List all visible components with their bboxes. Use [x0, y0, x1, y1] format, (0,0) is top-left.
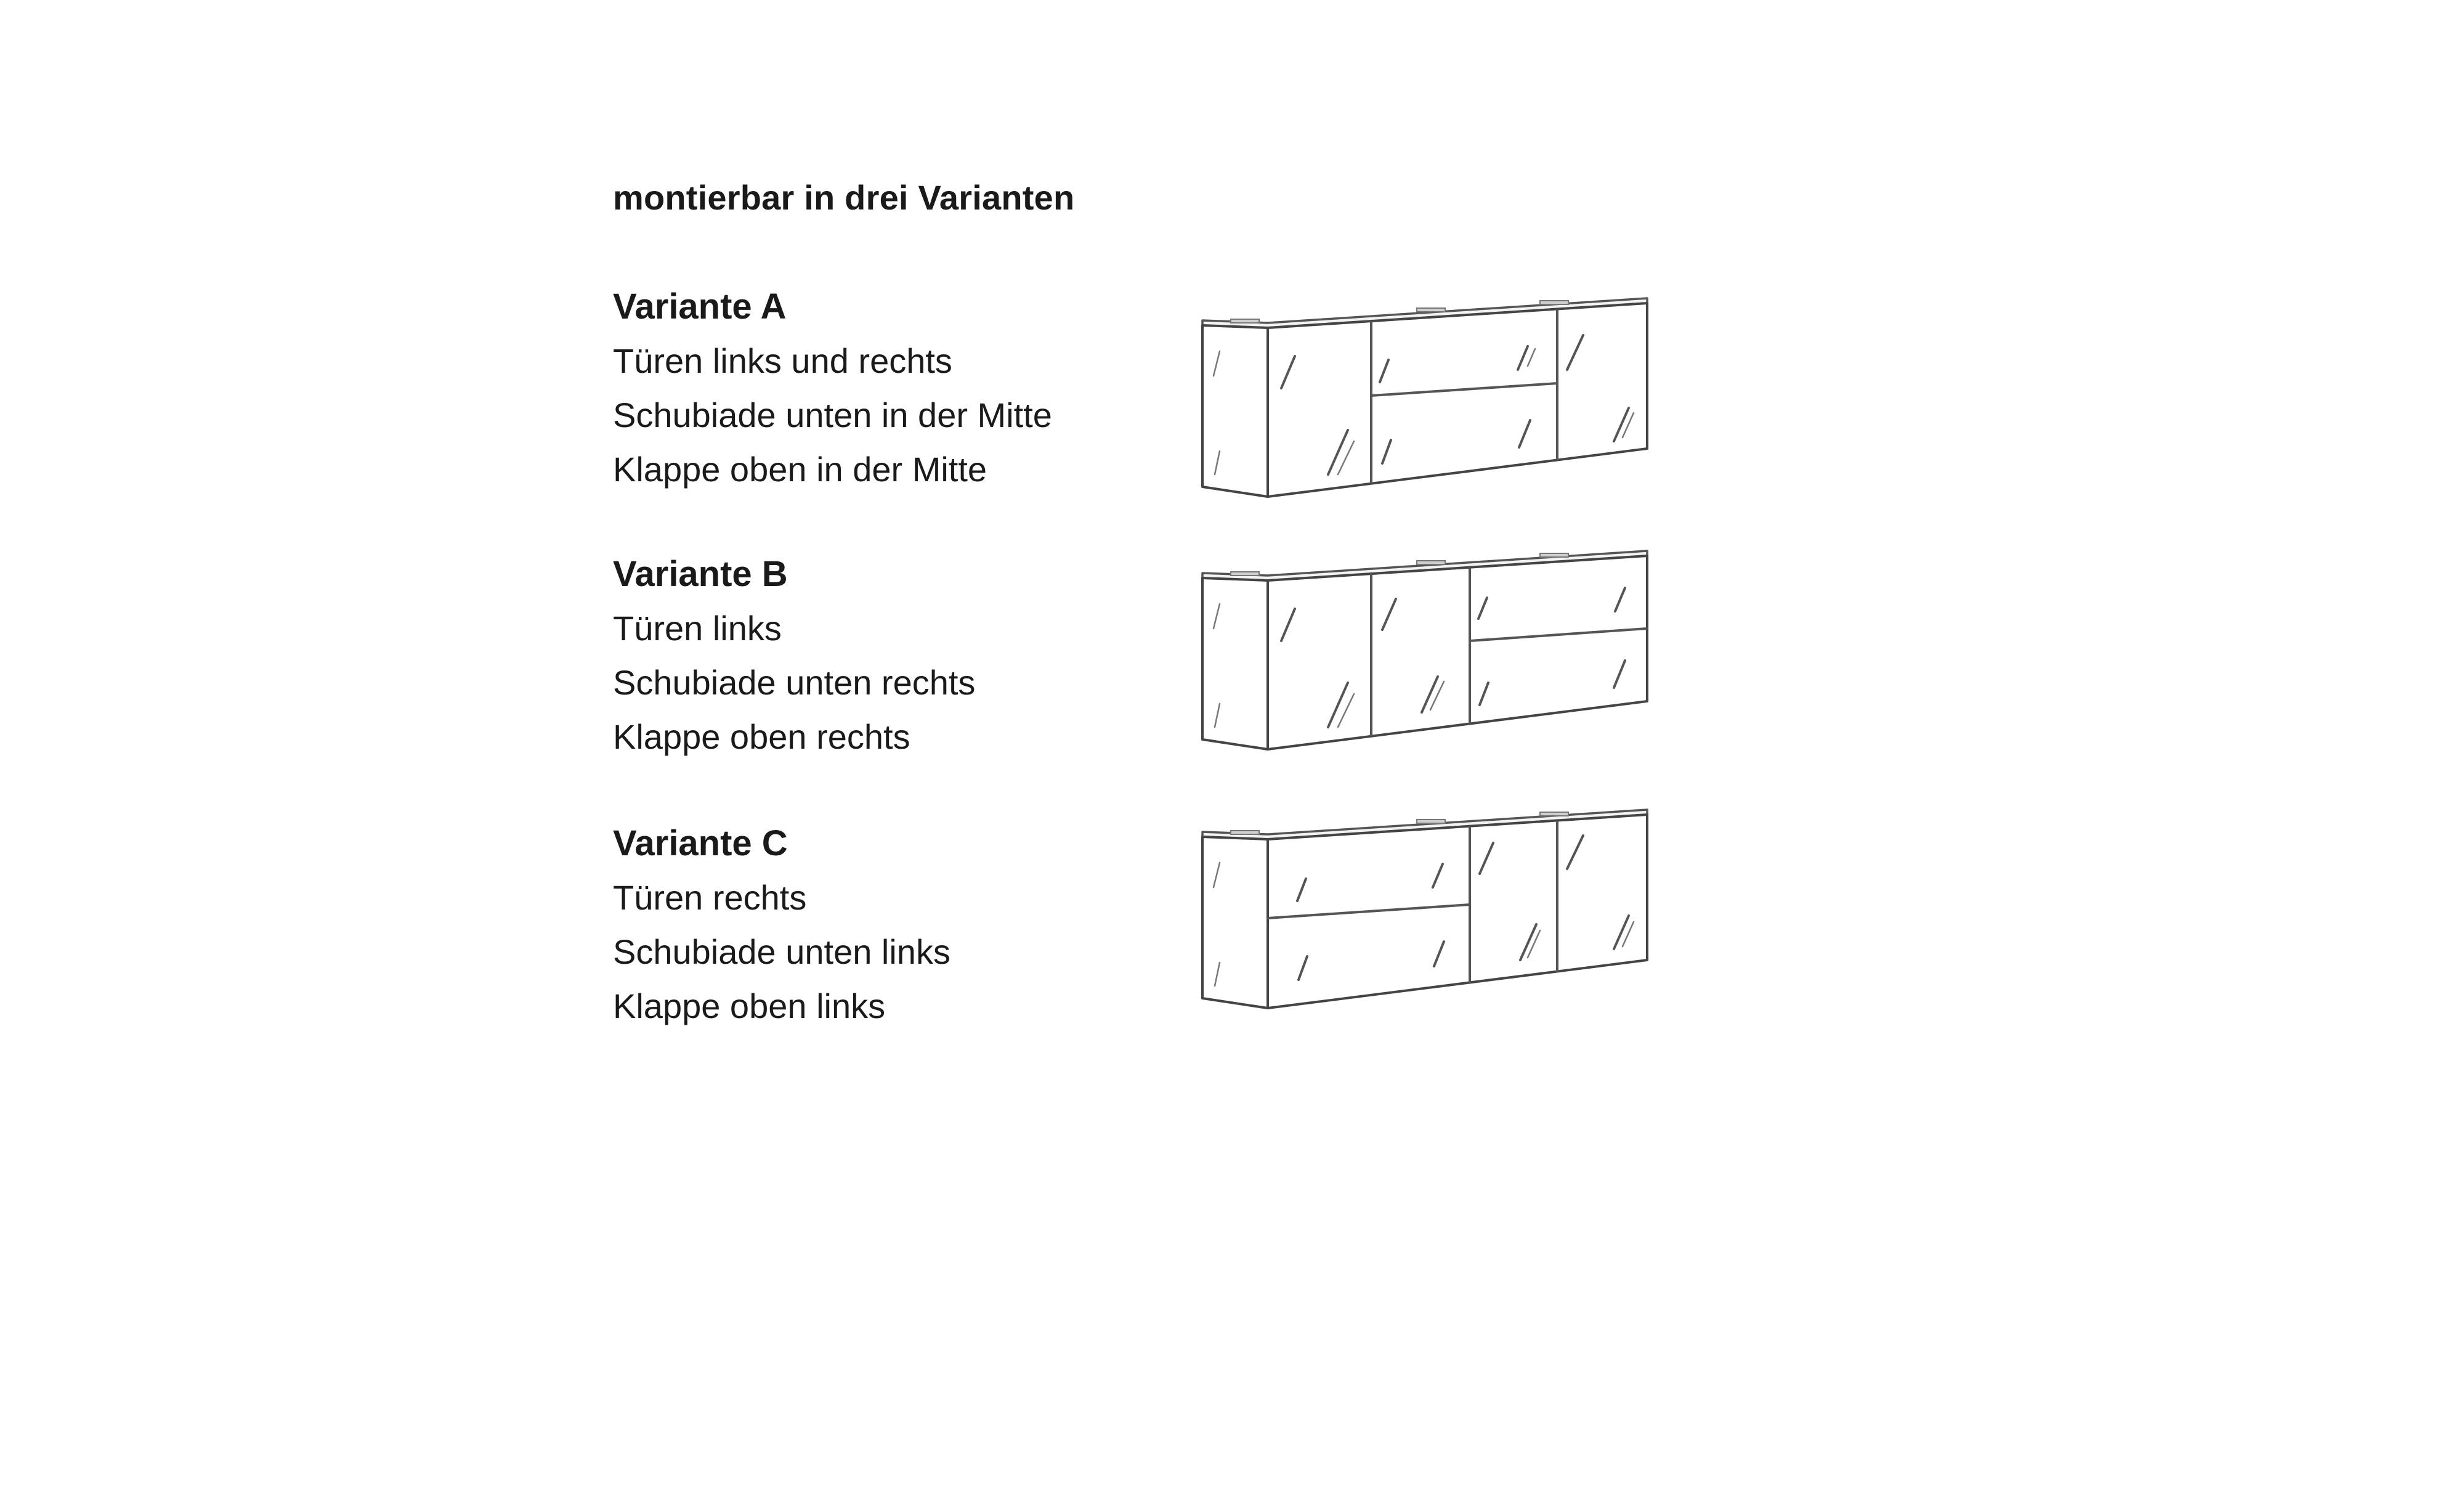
- variant-a-line-2: Schubiade unten in der Mitte: [613, 396, 1052, 434]
- variant-b-line-1: Türen links: [613, 609, 782, 648]
- cabinet-variant-c-icon: [1195, 801, 1651, 1023]
- variant-a-line-1: Türen links und rechts: [613, 341, 952, 380]
- cabinet-variant-a-icon: [1195, 290, 1651, 511]
- variant-c-line-3: Klappe oben links: [613, 987, 886, 1025]
- variant-a-line-3: Klappe oben in der Mitte: [613, 450, 987, 489]
- variant-b-heading: Variante B: [613, 554, 788, 594]
- variant-b-line-3: Klappe oben rechts: [613, 717, 910, 756]
- variant-b-line-2: Schubiade unten rechts: [613, 663, 976, 702]
- variant-a-section: [613, 280, 1167, 497]
- variant-c-section: [613, 816, 1167, 1033]
- page-title: montierbar in drei Varianten: [613, 178, 1075, 217]
- cabinet-variant-b-icon: [1195, 542, 1651, 764]
- variant-c-heading: Variante C: [613, 823, 788, 863]
- variant-b-section: [613, 547, 1167, 764]
- variant-c-line-1: Türen rechts: [613, 878, 807, 917]
- variant-a-heading: Variante A: [613, 287, 787, 327]
- variant-c-line-2: Schubiade unten links: [613, 932, 950, 971]
